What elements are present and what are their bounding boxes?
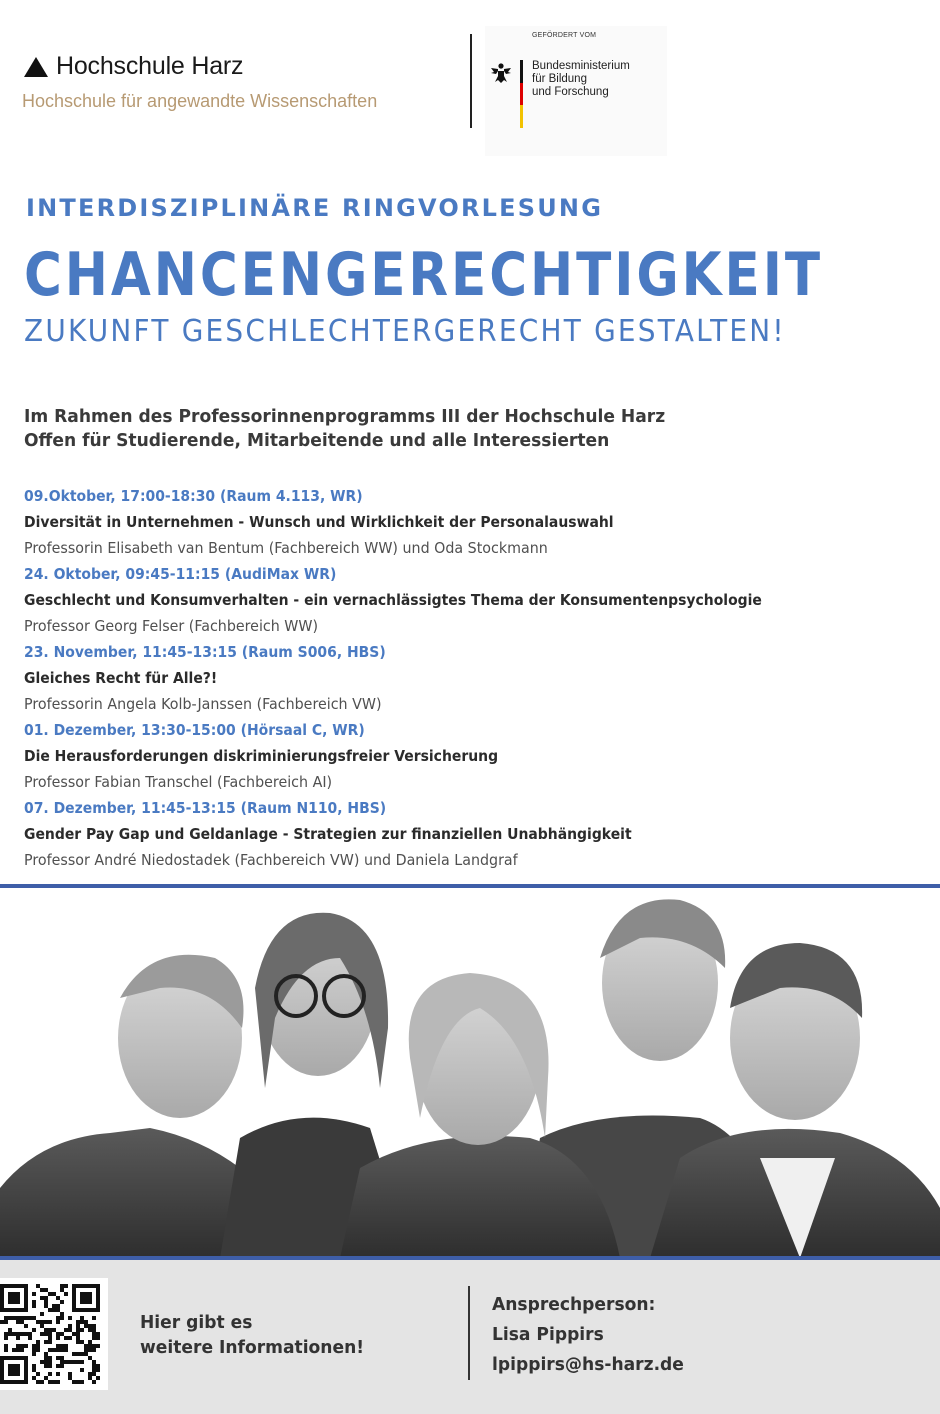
funded-by-label: GEFÖRDERT VOM	[532, 32, 597, 39]
speakers-photo	[0, 888, 940, 1258]
federal-eagle-icon	[489, 60, 513, 84]
german-flag-bar	[520, 60, 523, 128]
event-date: 01. Dezember, 13:30-15:00 (Hörsaal C, WR)	[24, 721, 365, 739]
header-divider	[470, 34, 472, 128]
event-item	[24, 639, 924, 717]
event-date: 23. November, 11:45-13:15 (Raum S006, HBS)	[24, 643, 386, 661]
contact-block	[492, 1290, 684, 1380]
footer-divider	[468, 1286, 470, 1380]
event-date: 09.Oktober, 17:00-18:30 (Raum 4.113, WR)	[24, 487, 363, 505]
event-item	[24, 483, 924, 561]
event-title: Gleiches Recht für Alle?!	[24, 669, 218, 687]
event-speaker: Professor Georg Felser (Fachbereich WW)	[24, 617, 319, 635]
event-item	[24, 795, 924, 873]
event-title: Gender Pay Gap und Geldanlage - Strategien zur finanziellen Unabhängigkeit	[24, 825, 632, 843]
event-title: Geschlecht und Konsumverhalten - ein vernachlässigtes Thema der Konsumentenpsychologie	[24, 591, 762, 609]
qr-code-card[interactable]	[0, 1278, 108, 1390]
contact-label: Ansprechperson:	[492, 1294, 656, 1315]
event-speaker: Professor André Niedostadek (Fachbereich VW) und Daniela Landgraf	[24, 851, 518, 869]
triangle-logo-icon	[24, 57, 48, 77]
event-date: 24. Oktober, 09:45-11:15 (AudiMax WR)	[24, 565, 337, 583]
event-list	[24, 483, 924, 873]
more-info-text: Hier gibt es weitere Informationen!	[140, 1312, 365, 1358]
page-title: CHANCENGERECHTIGKEIT	[24, 240, 823, 310]
institution-subtitle: Hochschule für angewandte Wissenschaften	[22, 91, 378, 111]
hochschule-harz-logo	[24, 52, 243, 81]
event-title: Diversität in Unternehmen - Wunsch und Wirklichkeit der Personalauswahl	[24, 513, 614, 531]
event-date: 07. Dezember, 11:45-13:15 (Raum N110, HBS)	[24, 799, 387, 817]
event-title: Die Herausforderungen diskriminierungsfreier Versicherung	[24, 747, 499, 765]
qr-code-icon	[0, 1284, 104, 1384]
event-item	[24, 561, 924, 639]
contact-email-link[interactable]: lpippirs@hs-harz.de	[492, 1354, 684, 1375]
event-item	[24, 717, 924, 795]
ministry-name: Bundesministerium für Bildung und Forschung	[532, 60, 630, 98]
speakers-silhouettes	[0, 888, 940, 1258]
footer	[0, 1260, 940, 1414]
event-speaker: Professor Fabian Transchel (Fachbereich AI)	[24, 773, 333, 791]
event-speaker: Professorin Angela Kolb-Janssen (Fachbereich VW)	[24, 695, 382, 713]
intro-text: Im Rahmen des Professorinnenprogramms III der Hochschule Harz Offen für Studierende, Mitarbeitende und alle Interessierten	[24, 406, 666, 451]
event-speaker: Professorin Elisabeth van Bentum (Fachbereich WW) und Oda Stockmann	[24, 539, 548, 557]
contact-name: Lisa Pippirs	[492, 1324, 604, 1345]
lecture-series-kicker: INTERDISZIPLINÄRE RINGVORLESUNG	[26, 194, 604, 222]
page-subtitle: ZUKUNFT GESCHLECHTERGERECHT GESTALTEN!	[24, 314, 786, 349]
institution-name: Hochschule Harz	[24, 52, 243, 81]
